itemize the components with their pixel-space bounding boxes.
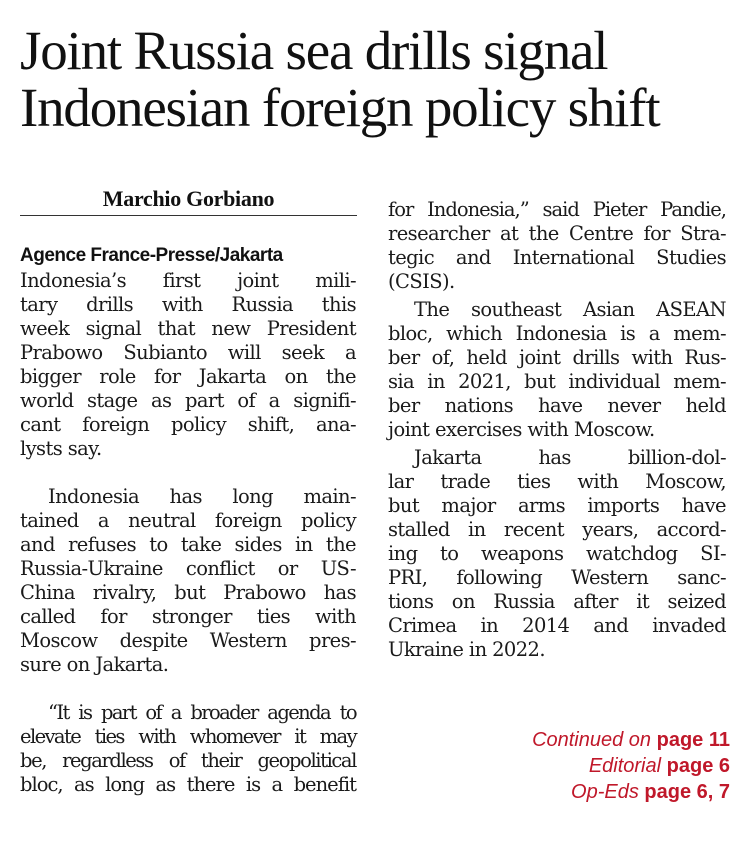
body-line: Jakarta has billion-dol- (414, 446, 726, 469)
body-line: cant foreign policy shift, ana- (20, 413, 356, 436)
body-line: tions on Russia after it seized (388, 590, 726, 613)
body-line: ing to weapons watchdog SI- (388, 542, 726, 565)
body-line: week signal that new President (20, 317, 356, 340)
body-line: Indonesia’s first joint mili- (20, 269, 356, 292)
dateline: Agence France-Presse/Jakarta (20, 245, 283, 266)
body-line: (CSIS). (388, 270, 455, 293)
body-line: elevate ties with whomever it may (20, 725, 356, 748)
body-line: ber nations have never held (388, 394, 726, 417)
body-line: lar trade ties with Moscow, (388, 470, 726, 493)
body-line: for Indonesia,” said Pieter Pandie, (388, 198, 726, 221)
body-line: but major arms imports have (388, 494, 726, 517)
body-line: bloc, which Indonesia is a mem- (388, 322, 726, 345)
body-line: Crimea in 2014 and invaded (388, 614, 726, 637)
body-line: world stage as part of a signifi- (20, 389, 356, 412)
body-line: PRI, following Western sanc- (388, 566, 726, 589)
headline (20, 22, 740, 136)
editorial-label: Editorial (588, 755, 662, 777)
body-line: ber of, held joint drills with Rus- (388, 346, 726, 369)
op-eds-ref[interactable] (571, 780, 730, 805)
body-line: bigger role for Jakarta on the (20, 365, 356, 388)
continued-on-page: page 11 (656, 729, 730, 751)
body-line: Russia-Ukraine conflict or US- (20, 557, 356, 580)
body-line: The southeast Asian ASEAN (414, 298, 726, 321)
op-eds-label: Op-Eds (571, 781, 639, 803)
byline-block (20, 186, 357, 216)
body-line: sure on Jakarta. (20, 653, 169, 676)
body-line: researcher at the Centre for Stra- (388, 222, 726, 245)
headline-line-1: Joint Russia sea drills signal (20, 20, 608, 81)
body-line: Prabowo Subianto will seek a (20, 341, 356, 364)
body-line: tary drills with Russia this (20, 293, 356, 316)
body-line: bloc, as long as there is a benefit (20, 773, 356, 796)
body-line: Indonesia has long main- (48, 485, 356, 508)
body-line: be, regardless of their geopolitical (20, 749, 356, 772)
body-line: lysts say. (20, 437, 102, 460)
body-line: joint exercises with Moscow. (388, 418, 655, 441)
body-line: tegic and International Studies (388, 246, 726, 269)
body-line: Ukraine in 2022. (388, 638, 545, 661)
byline: Marchio Gorbiano (102, 186, 275, 211)
body-line: and refuses to take sides in the (20, 533, 356, 556)
op-eds-page: page 6, 7 (644, 781, 730, 803)
headline-line-2: Indonesian foreign policy shift (20, 77, 660, 138)
body-line: sia in 2021, but individual mem- (388, 370, 726, 393)
continued-on-ref[interactable] (532, 728, 730, 753)
body-line: called for stronger ties with (20, 605, 356, 628)
body-line: stalled in recent years, accord- (388, 518, 726, 541)
body-line: “It is part of a broader agenda to (48, 701, 356, 724)
editorial-ref[interactable] (589, 754, 730, 779)
body-line: Moscow despite Western pres- (20, 629, 356, 652)
editorial-page: page 6 (666, 755, 730, 777)
body-line: tained a neutral foreign policy (20, 509, 356, 532)
continued-on-label: Continued on (532, 729, 652, 751)
body-line: China rivalry, but Prabowo has (20, 581, 356, 604)
